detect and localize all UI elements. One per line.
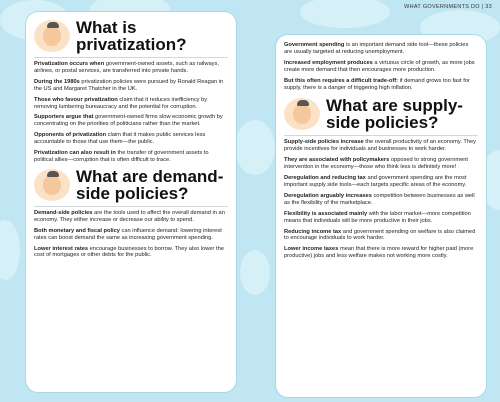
bg-bubble bbox=[0, 220, 20, 280]
supply-side-list bbox=[284, 139, 478, 260]
paragraph-lead: During the 1980s bbox=[34, 78, 80, 85]
paragraph-lead: Deregulation arguably increases bbox=[284, 192, 372, 199]
paragraph-lead: Deregulation and reducing tax bbox=[284, 175, 366, 182]
supply-side-title: What are supply-side policies? bbox=[326, 96, 463, 133]
privatization-heading bbox=[34, 19, 228, 53]
paragraph bbox=[284, 175, 478, 189]
paragraph-lead: They are associated with policymakers bbox=[284, 157, 390, 164]
paragraph-lead: Privatization can also result in bbox=[34, 150, 116, 157]
paragraph-lead: Government spending bbox=[284, 42, 345, 48]
paragraph-text: a virtuous circle of growth, as more jobs create more demand that then encourages more production. bbox=[284, 59, 475, 73]
paragraph-lead: But this often requires a difficult trade-off: bbox=[284, 77, 399, 84]
divider bbox=[284, 135, 478, 136]
paragraph-lead: Opponents of privatization bbox=[34, 132, 107, 139]
bg-bubble bbox=[235, 120, 275, 175]
paragraph-lead: Supporters argue that bbox=[34, 114, 94, 121]
paragraph-text: competition between businesses as well as the flexibility of the marketplace. bbox=[284, 192, 475, 206]
paragraph bbox=[284, 193, 478, 207]
paragraph-lead: Increased employment produces bbox=[284, 59, 373, 66]
paragraph bbox=[284, 42, 478, 56]
demand-side-list bbox=[34, 210, 228, 259]
paragraph bbox=[284, 78, 478, 92]
paragraph-text: government-owned firms slow economic growth by concentrating on the priorities of politicians rather than the market. bbox=[34, 114, 223, 128]
divider bbox=[34, 206, 228, 207]
paragraph-lead: Supply-side policies increase bbox=[284, 139, 364, 146]
paragraph-text: encourage businesses to borrow. They also lower the cost of mortgages or other debts for the public. bbox=[34, 245, 224, 259]
paragraph-text: opposed to strong government intervention in the economy—those who think less is definitely more! bbox=[284, 157, 469, 171]
paragraph-text: can influence demand: lowering interest rates can boost demand the same as increasing government spending. bbox=[34, 227, 222, 241]
paragraph bbox=[34, 79, 228, 93]
right-page-card bbox=[276, 35, 486, 397]
paragraph-text: mean that there is more reward for higher paid (more productive) jobs and less welfare makes not working more costly. bbox=[284, 246, 474, 260]
bg-bubble bbox=[240, 250, 270, 295]
paragraph-lead: Both monetary and fiscal policy bbox=[34, 227, 120, 234]
supply-side-heading bbox=[284, 97, 478, 131]
paragraph-lead: Lower income taxes bbox=[284, 246, 339, 253]
bg-bubble bbox=[300, 0, 390, 28]
privatization-list bbox=[34, 61, 228, 164]
paragraph-lead: Privatization occurs when bbox=[34, 61, 105, 67]
paragraph-lead: Reducing income tax bbox=[284, 228, 342, 235]
paragraph bbox=[284, 246, 478, 260]
person-illustration-icon bbox=[34, 169, 70, 201]
paragraph-text: government-owned assets, such as railways, airlines, or postal services, are transferred into private hands. bbox=[34, 61, 219, 74]
paragraph-lead: Those who favour privatization bbox=[34, 96, 118, 103]
paragraph-text: with the labor market—more competition means that individuals will be more productive in their jobs. bbox=[284, 210, 471, 224]
paragraph-lead: Demand-side policies bbox=[34, 209, 93, 216]
paragraph bbox=[34, 246, 228, 260]
paragraph-text: the overall productivity of an economy. They provide incentives for individuals and businesses to work harder. bbox=[284, 139, 476, 153]
paragraph bbox=[34, 210, 228, 224]
person-illustration-icon bbox=[284, 98, 320, 130]
demand-side-title: What are demand-side policies? bbox=[76, 166, 224, 203]
person-illustration-icon bbox=[34, 20, 70, 52]
paragraph bbox=[34, 132, 228, 146]
paragraph bbox=[34, 150, 228, 164]
paragraph-text: is an important demand side tool—these policies are usually targeted at reducing unemployment. bbox=[284, 42, 469, 55]
paragraph-text: claim that it makes public services less accountable to those that use them—the public. bbox=[34, 132, 206, 146]
paragraph-text: privatization policies were pursued by Ronald Reagan in the US and Margaret Thatcher in the UK. bbox=[34, 78, 224, 92]
paragraph bbox=[34, 61, 228, 75]
paragraph bbox=[284, 211, 478, 225]
paragraph bbox=[34, 97, 228, 111]
government-spending-list bbox=[284, 42, 478, 91]
paragraph-text: and government spending are the most important supply side tools—each targets specific areas of the economy. bbox=[284, 175, 467, 188]
paragraph bbox=[284, 229, 478, 243]
paragraph-text: are the tools used to affect the overall demand in an economy. They either increase or decrease our ability to spend. bbox=[34, 209, 225, 223]
paragraph-text: and government spending on welfare is also claimed to encourage individuals to work harder. bbox=[284, 228, 476, 242]
paragraph-text: the transfer of government assets to political allies—corruption that is often difficult to trace. bbox=[34, 150, 209, 163]
demand-side-heading bbox=[34, 168, 228, 202]
privatization-title: What is privatization? bbox=[76, 18, 187, 54]
paragraph bbox=[284, 60, 478, 74]
paragraph-lead: Lower interest rates bbox=[34, 245, 89, 252]
paragraph-text: if demand grows too fast for supply, there is a danger of triggering high inflation. bbox=[284, 77, 470, 91]
paragraph bbox=[34, 114, 228, 128]
divider bbox=[34, 57, 228, 58]
running-head: WHAT GOVERNMENTS DO | 33 bbox=[404, 4, 492, 10]
left-page-card bbox=[26, 12, 236, 392]
paragraph bbox=[284, 139, 478, 153]
paragraph bbox=[34, 228, 228, 242]
paragraph-text: claim that it reduces inefficiency by removing lumbering bureaucracy and the potential for corruption. bbox=[34, 96, 208, 110]
paragraph-lead: Flexibility is associated mainly bbox=[284, 210, 368, 217]
paragraph bbox=[284, 157, 478, 171]
